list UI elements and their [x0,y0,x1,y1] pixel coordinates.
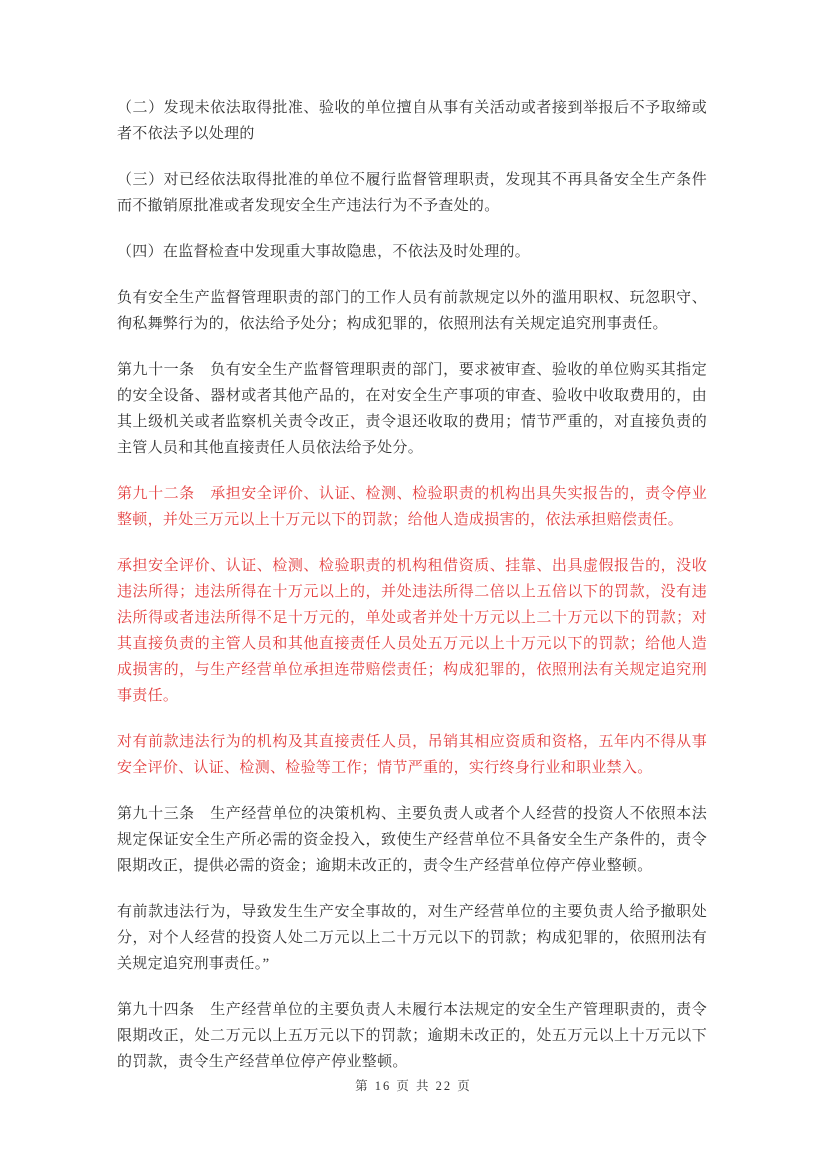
article-92-paragraph-3: 对有前款违法行为的机构及其直接责任人员，吊销其相应资质和资格，五年内不得从事安全评价、认证、检测、检验等工作；情节严重的，实行终身行业和职业禁入。 [117,734,707,776]
article-91: 第九十一条 负有安全生产监督管理职责的部门，要求被审查、验收的单位购买其指定的安全设备、器材或者其他产品的，在对安全生产事项的审查、验收中收取费用的，由其上级机关或者监察机关责令改正，责令退还收取的费用；情节严重的，对直接负责的主管人员和其他直接责任人员依法给予处分。 [117,362,707,456]
clause-item-4: （四）在监督检查中发现重大事故隐患，不依法及时处理的。 [117,244,531,260]
article-92-paragraph-2: 承担安全评价、认证、检测、检验职责的机构租借资质、挂靠、出具虚假报告的，没收违法所得；违法所得在十万元以上的，并处违法所得二倍以上五倍以下的罚款，没有违法所得或者违法所得不足十万元的，单处或者并处十万元以上二十万元以下的罚款；对其直接负责的主管人员和其他直接责任人员处五万元以上十万元以下的罚款；给他人造成损害的，与生产经营单位承担连带赔偿责任；构成犯罪的，依照刑法有关规定追究刑事责任。 [117,558,707,704]
article-93: 第九十三条 生产经营单位的决策机构、主要负责人或者个人经营的投资人不依照本法规定保证安全生产所必需的资金投入，致使生产经营单位不具备安全生产条件的，责令限期改正，提供必需的资金；逾期未改正的，责令生产经营单位停产停业整顿。 [117,806,707,874]
article-93-paragraph-2: 有前款违法行为，导致发生生产安全事故的，对生产经营单位的主要负责人给予撤职处分，对个人经营的投资人处二万元以上二十万元以下的罚款；构成犯罪的，依照刑法有关规定追究刑事责任。” [117,904,707,972]
clause-item-3: （三）对已经依法取得批准的单位不履行监督管理职责，发现其不再具备安全生产条件而不撤销原批准或者发现安全生产违法行为不予查处的。 [117,172,707,214]
page-number-indicator: 第 16 页 共 22 页 [355,1079,472,1093]
article-94: 第九十四条 生产经营单位的主要负责人未履行本法规定的安全生产管理职责的，责令限期改正，处二万元以上五万元以下的罚款；逾期未改正的，处五万元以上十万元以下的罚款，责令生产经营单位停产停业整顿。 [117,1002,707,1070]
page-footer [0,1076,827,1094]
clause-supplementary-paragraph: 负有安全生产监督管理职责的部门的工作人员有前款规定以外的滥用职权、玩忽职守、徇私舞弊行为的，依法给予处分；构成犯罪的，依照刑法有关规定追究刑事责任。 [117,290,707,332]
document-body [117,95,707,1095]
article-92: 第九十二条 承担安全评价、认证、检测、检验职责的机构出具失实报告的，责令停业整顿，并处三万元以上十万元以下的罚款；给他人造成损害的，依法承担赔偿责任。 [117,486,707,528]
clause-item-2: （二）发现未依法取得批准、验收的单位擅自从事有关活动或者接到举报后不予取缔或者不依法予以处理的 [117,100,707,142]
